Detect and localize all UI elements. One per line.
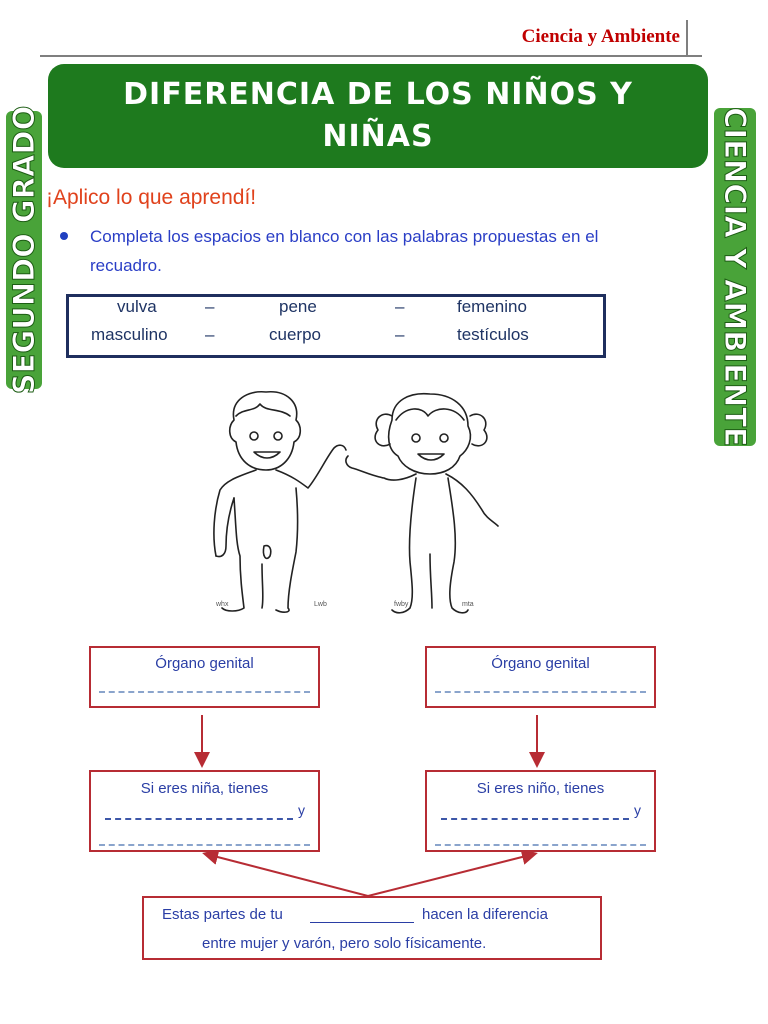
word-dash: –	[205, 325, 215, 344]
word-femenino: femenino	[457, 297, 527, 316]
genital-organ-box-left	[89, 646, 320, 708]
girl-parts-box	[89, 770, 320, 852]
answer-blank[interactable]	[310, 922, 414, 923]
answer-blank[interactable]	[435, 844, 646, 846]
conjunction-y: y	[298, 802, 305, 818]
conjunction-y: y	[634, 802, 641, 818]
answer-blank[interactable]	[105, 818, 293, 820]
genital-organ-label: Órgano genital	[155, 655, 254, 672]
word-testiculos: testículos	[457, 325, 529, 344]
svg-text:Lwb: Lwb	[314, 601, 327, 608]
grade-label: SEGUNDO GRADO	[7, 105, 42, 395]
answer-blank[interactable]	[99, 691, 310, 693]
word-dash: –	[205, 297, 215, 316]
word-dash: –	[395, 325, 405, 344]
svg-text:fwby: fwby	[394, 601, 409, 608]
boy-parts-box	[425, 770, 656, 852]
answer-blank[interactable]	[441, 818, 629, 820]
conclusion-text-start: Estas partes de tu	[162, 906, 283, 923]
answer-blank[interactable]	[435, 691, 646, 693]
header-subject: Ciencia y Ambiente	[521, 26, 680, 47]
conclusion-text-end: hacen la diferencia	[422, 906, 548, 923]
section-subtitle: ¡Aplico lo que aprendí!	[46, 186, 257, 209]
word-dash: –	[395, 297, 405, 316]
genital-organ-label: Órgano genital	[491, 655, 590, 672]
conclusion-box	[142, 896, 602, 960]
page-title: DIFERENCIA DE LOS NIÑOS Y NIÑAS	[123, 77, 633, 154]
arrow-up-left	[206, 854, 368, 896]
boy-parts-label: Si eres niño, tienes	[476, 780, 605, 797]
answer-blank[interactable]	[99, 844, 310, 846]
instruction-text: Completa los espacios en blanco con las palabras propuestas en el recuadro.	[90, 227, 599, 275]
svg-text:whx: whx	[216, 601, 229, 608]
genital-organ-box-right	[425, 646, 656, 708]
subject-side-label: CIENCIA Y AMBIENTE	[718, 107, 753, 447]
conclusion-text-line2: entre mujer y varón, pero solo físicamente.	[202, 935, 487, 952]
word-cuerpo: cuerpo	[269, 325, 321, 344]
girl-parts-label: Si eres niña, tienes	[140, 780, 269, 797]
word-masculino: masculino	[91, 325, 168, 344]
svg-text:mta: mta	[462, 601, 474, 608]
arrow-up-right	[368, 854, 534, 896]
word-pene: pene	[279, 297, 317, 316]
word-vulva: vulva	[117, 297, 157, 316]
